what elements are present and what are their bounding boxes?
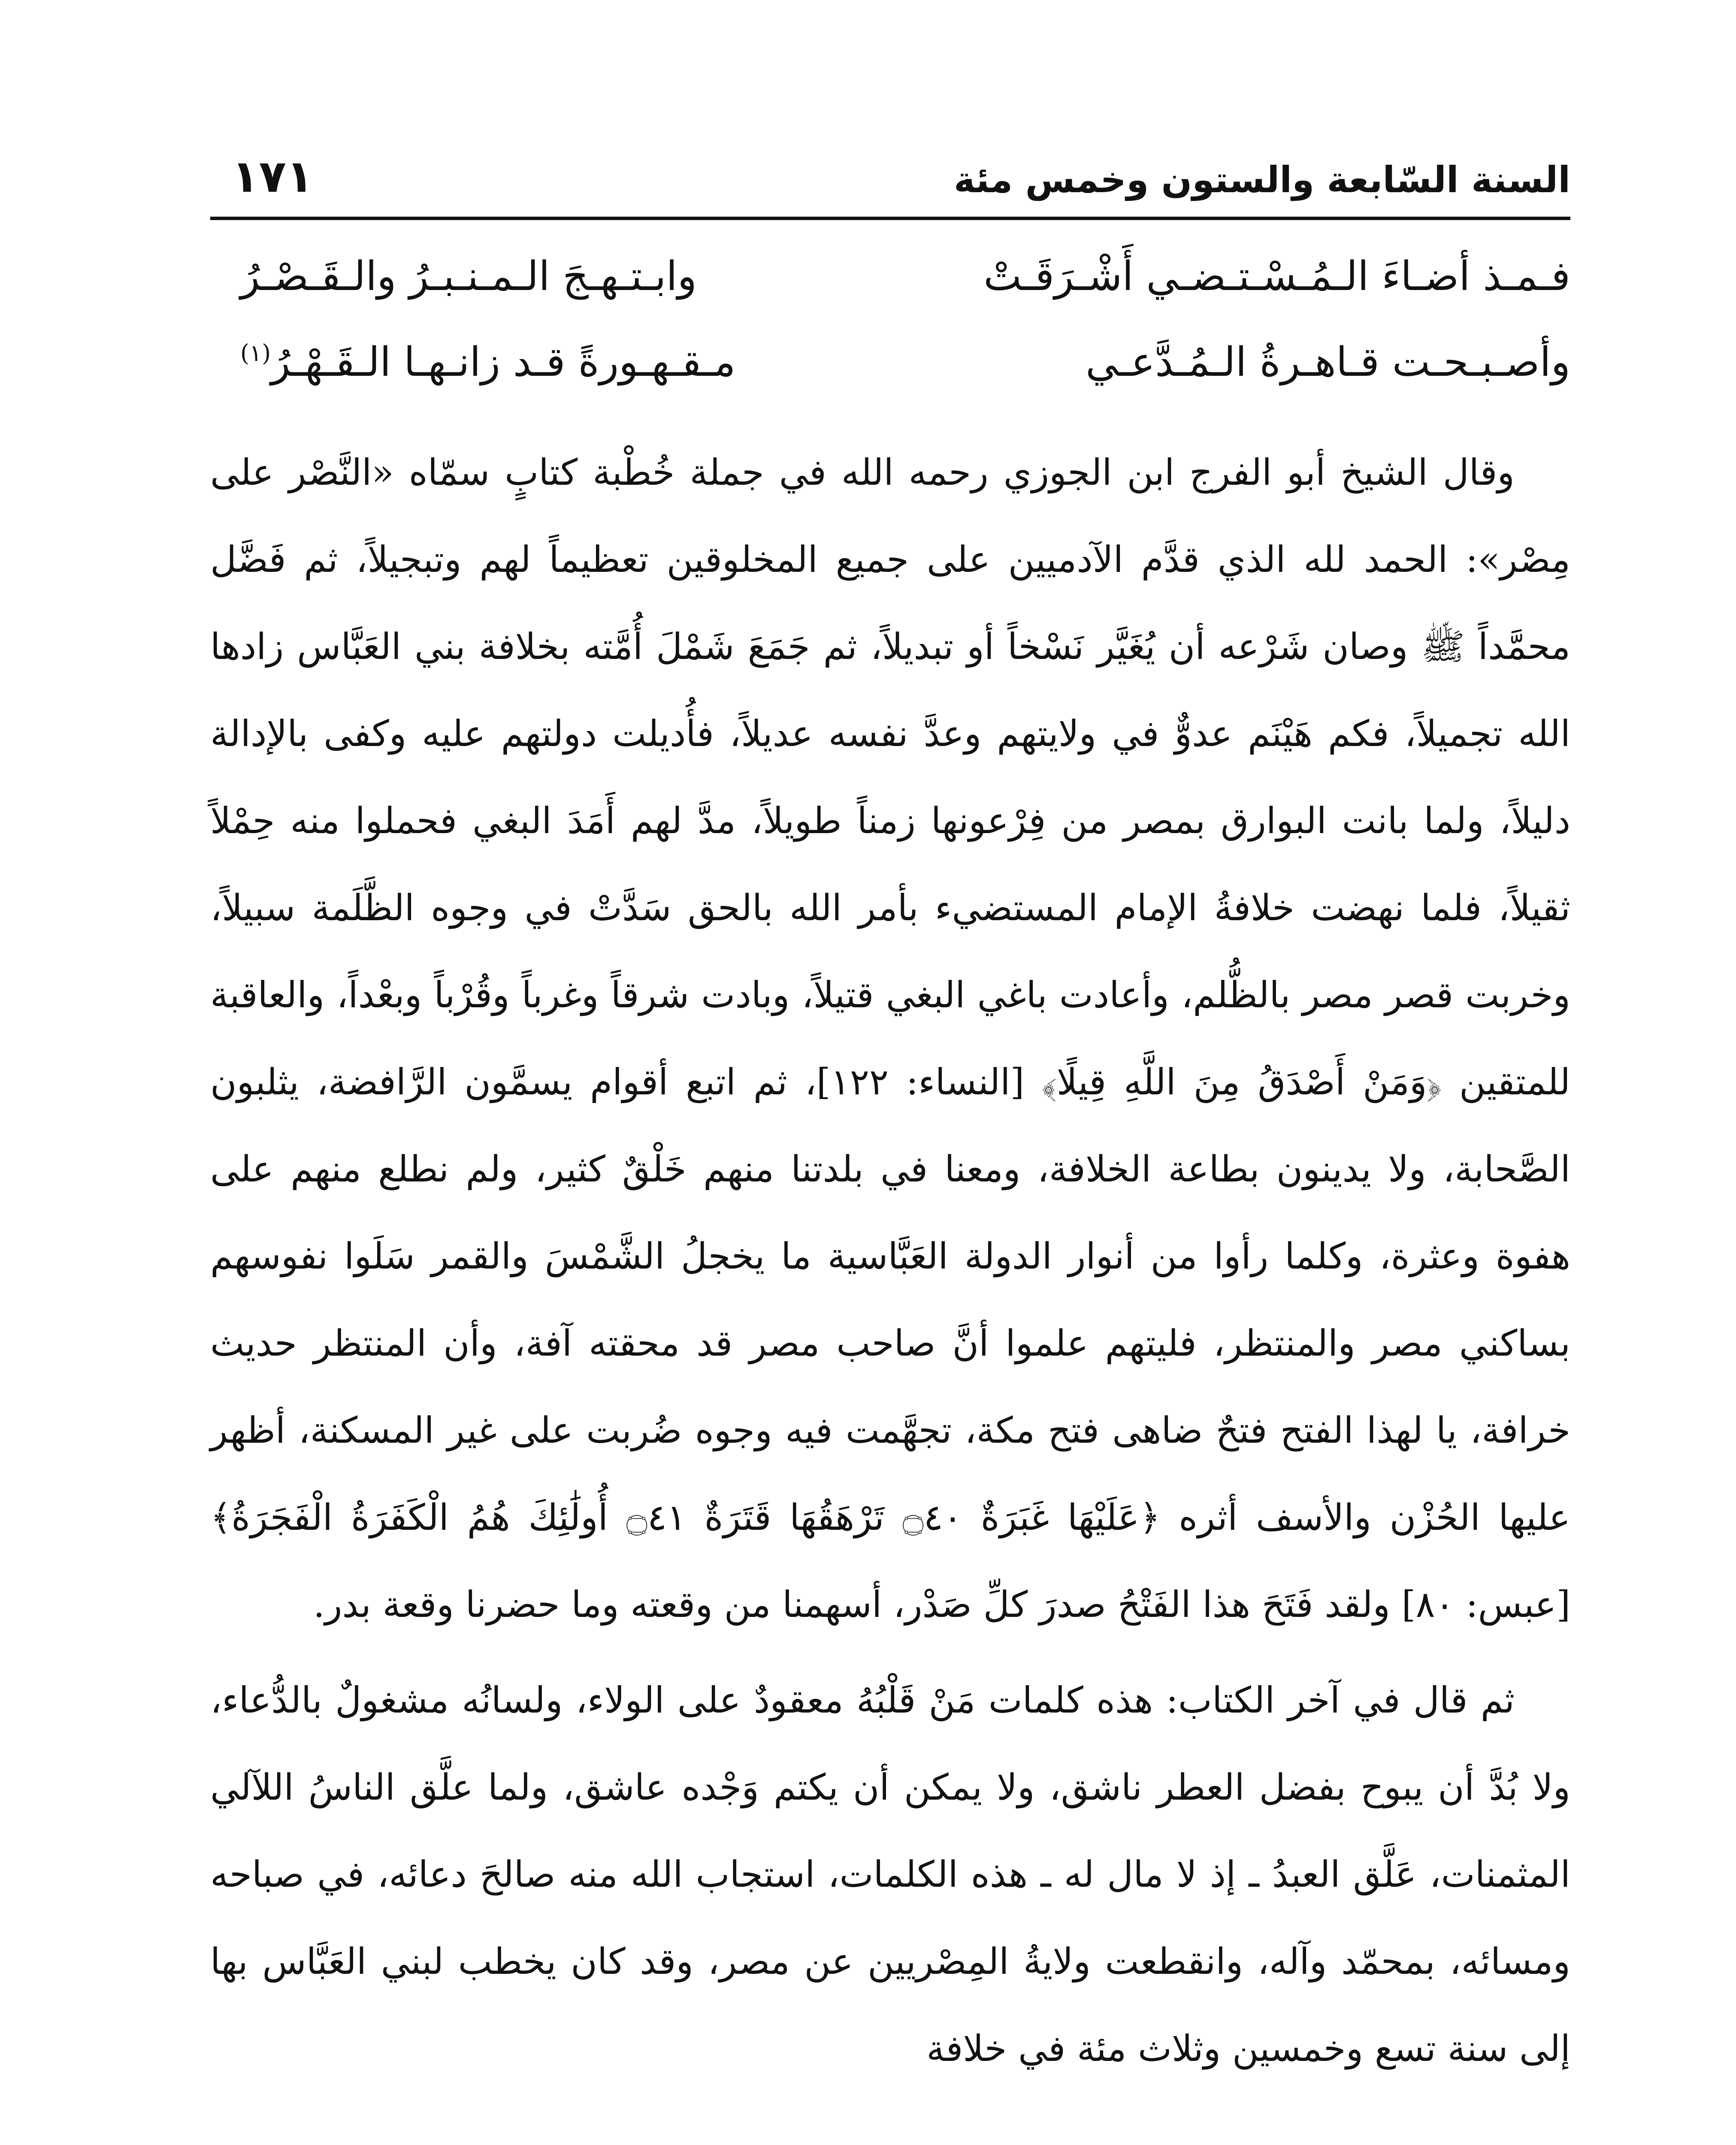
page-number: ١٧١ (232, 150, 314, 202)
poem-verse (240, 253, 1570, 339)
verse-first-hemistich: فـمـذ أضـاءَ الـمُـسْـتـضـي أَشْـرَقَـتْ (983, 253, 1570, 300)
verse-second-hemistich: مـقـهـورةً قـد زانـهـا الـقَـهْـرُ (271, 339, 736, 386)
header-rule (210, 217, 1570, 220)
footnote-reference: (١) (240, 339, 271, 367)
verse-first-hemistich: وأصـبـحـت قـاهـرةُ الـمُـدَّعـي (1086, 339, 1570, 386)
paragraph: ثم قال في آخر الكتاب: هذه كلمات مَنْ قَلْبُهُ معقودٌ على الولاء، ولسانُه مشغولٌ بالدُّعاء، ولا بُدَّ أن يبوح بفضل العطر ناشق، ولا يمكن أن يكتم وَجْده عاشق، ولما علَّق الناسُ اللآلي المثمنات، عَلَّق العبدُ ـ إذ لا مال له ـ هذه الكلمات، استجاب الله منه صالحَ دعائه، في صباحه ومسائه، بمحمّد وآله، وانقطعت ولايةُ المِصْريين عن مصر، وقد كان يخطب لبني العَبَّاس بها إلى سنة تسع وخمسين وثلاث مئة في خلافة (210, 1679, 1570, 2069)
running-header (210, 142, 1570, 223)
main-text (210, 429, 1570, 2092)
poem-block (240, 253, 1570, 425)
poem-verse (240, 339, 1570, 425)
verse-second-hemistich-wrapper (240, 339, 736, 386)
header-title: السنة السّابعة والستون وخمس مئة (954, 159, 1570, 201)
paragraph: وقال الشيخ أبو الفرج ابن الجوزي رحمه الله في جملة خُطْبة كتابٍ سمّاه «النَّصْر على مِصْر»: الحمد لله الذي قدَّم الآدميين على جميع المخلوقين تعظيماً لهم وتبجيلاً، ثم فَضَّل محمَّداً ﷺ وصان شَرْعه أن يُغَيَّر نَسْخاً أو تبديلاً، ثم جَمَعَ شَمْلَ أُمَّته بخلافة بني العَبَّاس زادها الله تجميلاً، فكم هَيْنَم عدوٌّ في ولايتهم وعدَّ نفسه عديلاً، فأُديلت دولتهم عليه وكفى بالإدالة دليلاً، ولما بانت البوارق بمصر من فِرْعونها زمناً طويلاً، مدَّ لهم أَمَدَ البغي فحملوا منه حِمْلاً ثقيلاً، فلما نهضت خلافةُ الإمام المستضيء بأمر الله بالحق سَدَّتْ في وجوه الظَّلَمة سبيلاً، وخربت قصر مصر بالظُّلم، وأعادت باغي البغي قتيلاً، وبادت شرقاً وغرباً وقُرْباً وبعْداً، والعاقبة للمتقين ﴿وَمَنْ أَصْدَقُ مِنَ اللَّهِ قِيلًا﴾ [النساء: ١٢٢]، ثم اتبع أقوام يسمَّون الرَّافضة، يثلبون الصَّحابة، ولا يدينون بطاعة الخلافة، ومعنا في بلدتنا منهم خَلْقٌ كثير، ولم نطلع منهم على هفوة وعثرة، وكلما رأوا من أنوار الدولة العَبَّاسية ما يخجلُ الشَّمْسَ والقمر سَلَوا نفوسهم بساكني مصر والمنتظر، فليتهم علموا أنَّ صاحب مصر قد محقته آفة، وأن المنتظر حديث خرافة، يا لهذا الفتح فتحٌ ضاهى فتح مكة، تجهَّمت فيه وجوه ضُربت على غير المسكنة، أظهر عليها الحُزْن والأسف أثره ﴿عَلَيْهَا غَبَرَةٌ ۝٤٠ تَرْهَقُهَا قَتَرَةٌ ۝٤١ أُولَٰئِكَ هُمُ الْكَفَرَةُ الْفَجَرَةُ﴾ [عبس: ٨٠] ولقد فَتَحَ هذا الفَتْحُ صدرَ كلِّ صَدْر، أسهمنا من وقعته وما حضرنا وقعة بدر. (210, 451, 1571, 1625)
verse-second-hemistich: وابـتـهـجَ الـمـنـبـرُ والـقَـصْـرُ (240, 253, 697, 300)
